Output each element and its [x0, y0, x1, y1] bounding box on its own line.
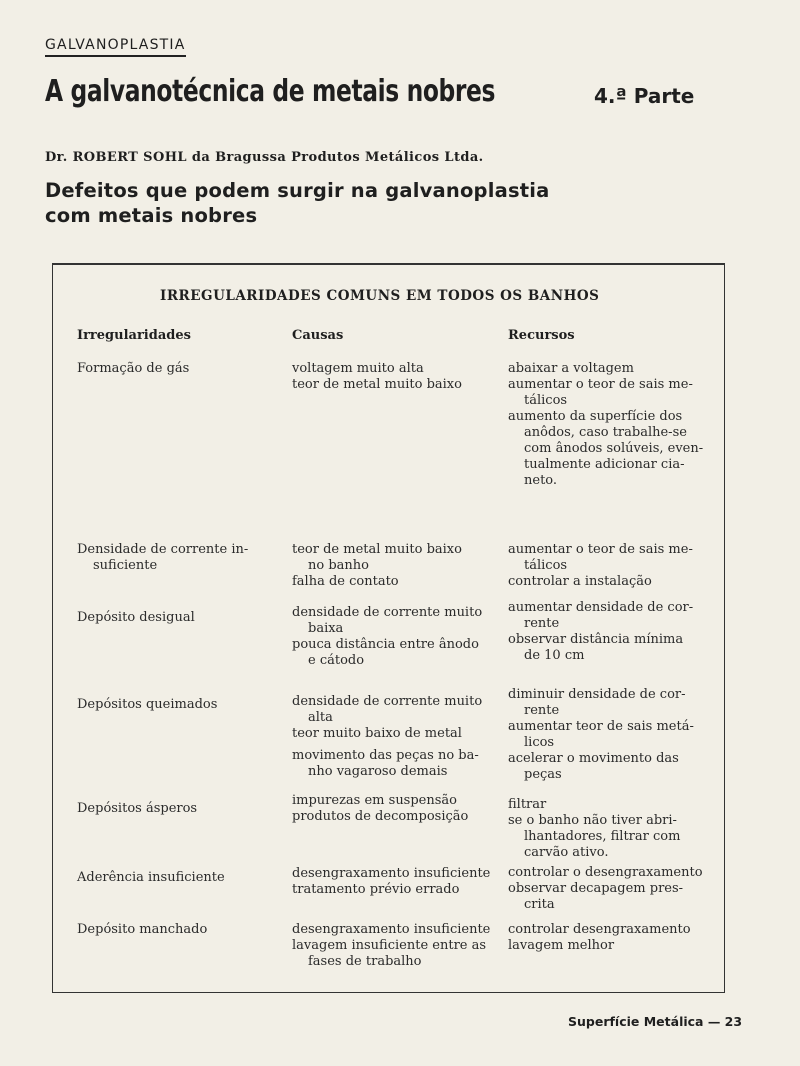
irregularidade-line: Densidade de corrente in- [77, 542, 249, 557]
recursos-line: abaixar a voltagem [508, 361, 634, 376]
recursos-line: observar decapagem pres- [508, 881, 684, 896]
causas-line: teor de metal muito baixo [292, 542, 462, 557]
column-header-irregularidades: Irregularidades [77, 328, 191, 343]
cell-recursos [508, 687, 708, 783]
causas-line: tratamento prévio errado [292, 882, 460, 897]
causas-line: lavagem insuficiente entre as [292, 938, 487, 953]
author-line: Dr. ROBERT SOHL da Bragussa Produtos Metálicos Ltda. [45, 150, 484, 165]
irregularidade-line: Formação de gás [77, 361, 190, 376]
recursos-line: rente [524, 703, 560, 718]
cell-recursos [508, 361, 708, 489]
table-title: IRREGULARIDADES COMUNS EM TODOS OS BANHOS [160, 288, 600, 304]
recursos-line: tualmente adicionar cia- [524, 457, 685, 472]
recursos-line: de 10 cm [524, 648, 585, 663]
recursos-line: peças [524, 767, 562, 782]
cell-causas [292, 793, 497, 825]
recursos-line: tálicos [524, 558, 568, 573]
recursos-line: aumentar o teor de sais me- [508, 377, 693, 392]
cell-causas [292, 694, 497, 780]
cell-recursos [508, 922, 708, 954]
cell-recursos [508, 600, 708, 664]
cell-irregularidade [77, 361, 277, 377]
cell-causas [292, 361, 497, 393]
causas-line: produtos de decomposição [292, 809, 469, 824]
recursos-line: aumento da superfície dos [508, 409, 683, 424]
cell-causas [292, 605, 497, 669]
causas-line: fases de trabalho [308, 954, 422, 969]
recursos-line: neto. [524, 473, 558, 488]
cell-causas [292, 866, 497, 898]
irregularidade-line: Depósito desigual [77, 610, 195, 625]
article-subtitle [45, 178, 550, 228]
recursos-line: diminuir densidade de cor- [508, 687, 686, 702]
recursos-line: se o banho não tiver abri- [508, 813, 677, 828]
causas-line: falha de contato [292, 574, 399, 589]
recursos-line: aumentar teor de sais metá- [508, 719, 694, 734]
recursos-line: tálicos [524, 393, 568, 408]
section-label: GALVANOPLASTIA [45, 37, 186, 57]
page-footer: Superfície Metálica — 23 [568, 1014, 743, 1029]
recursos-line: com ânodos solúveis, even- [524, 441, 704, 456]
irregularidade-line: suficiente [93, 558, 158, 573]
causas-line: pouca distância entre ânodo [292, 637, 479, 652]
causas-line: alta [308, 710, 333, 725]
recursos-line: controlar desengraxamento [508, 922, 691, 937]
recursos-line: filtrar [508, 797, 547, 812]
irregularidade-line: Depósito manchado [77, 922, 208, 937]
recursos-line: anôdos, caso trabalhe-se [524, 425, 687, 440]
cell-causas [292, 922, 497, 970]
recursos-line: rente [524, 616, 560, 631]
causas-line: movimento das peças no ba- [292, 748, 479, 763]
recursos-line: lhantadores, filtrar com [524, 829, 681, 844]
causas-line: baixa [308, 621, 344, 636]
causas-line: desengraxamento insuficiente [292, 922, 491, 937]
cell-irregularidade [77, 697, 277, 713]
recursos-line: controlar o desengraxamento [508, 865, 703, 880]
subtitle-line: Defeitos que podem surgir na galvanoplastia [45, 179, 550, 202]
recursos-line: lavagem melhor [508, 938, 615, 953]
causas-line: e cátodo [308, 653, 365, 668]
recursos-line: crita [524, 897, 555, 912]
causas-line: desengraxamento insuficiente [292, 866, 491, 881]
recursos-line: acelerar o movimento das [508, 751, 679, 766]
causas-line: densidade de corrente muito [292, 694, 483, 709]
cell-causas [292, 542, 497, 590]
causas-line: teor de metal muito baixo [292, 377, 462, 392]
recursos-line: aumentar o teor de sais me- [508, 542, 693, 557]
causas-line: voltagem muito alta [292, 361, 424, 376]
causas-line: no banho [308, 558, 369, 573]
recursos-line: licos [524, 735, 555, 750]
article-part: 4.ª Parte [594, 84, 695, 108]
article-title: A galvanotécnica de metais nobres [45, 74, 496, 109]
cell-recursos [508, 865, 708, 913]
irregularidade-line: Aderência insuficiente [77, 870, 225, 885]
causas-line: impurezas em suspensão [292, 793, 457, 808]
cell-recursos [508, 797, 708, 861]
recursos-line: observar distância mínima [508, 632, 684, 647]
cell-irregularidade [77, 922, 277, 938]
column-header-causas: Causas [292, 328, 344, 343]
subtitle-line: com metais nobres [45, 204, 258, 227]
column-header-recursos: Recursos [508, 328, 575, 343]
causas-line: densidade de corrente muito [292, 605, 483, 620]
cell-irregularidade [77, 610, 277, 626]
causas-line: nho vagaroso demais [308, 764, 448, 779]
irregularidade-line: Depósitos ásperos [77, 801, 198, 816]
cell-irregularidade [77, 801, 277, 817]
cell-irregularidade [77, 870, 277, 886]
irregularidade-line: Depósitos queimados [77, 697, 218, 712]
cell-recursos [508, 542, 708, 590]
cell-irregularidade [77, 542, 277, 574]
recursos-line: aumentar densidade de cor- [508, 600, 694, 615]
recursos-line: controlar a instalação [508, 574, 652, 589]
causas-line: teor muito baixo de metal [292, 726, 462, 741]
recursos-line: carvão ativo. [524, 845, 609, 860]
